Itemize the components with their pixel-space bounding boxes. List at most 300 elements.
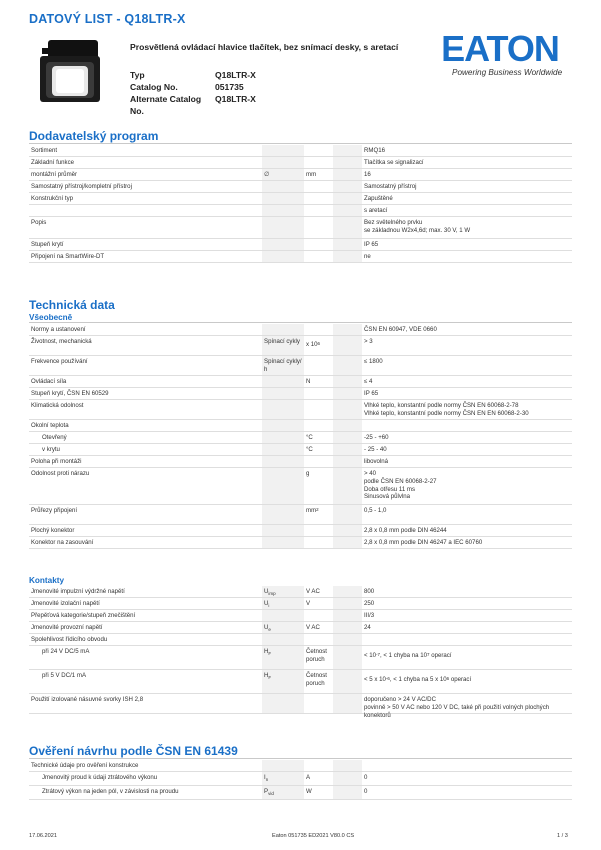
row-value	[362, 646, 572, 669]
table-row	[29, 239, 572, 251]
eaton-tagline: Powering Business Worldwide	[452, 68, 563, 77]
unit-text: °C	[306, 446, 313, 453]
value-line: Doba otřesu 11 ms	[364, 485, 416, 493]
symbol-subscript: vid	[268, 790, 274, 796]
row-label: Stupeň krytí, ČSN EN 60529	[31, 390, 109, 397]
symbol-text: U	[264, 588, 269, 595]
row-label: Jmenovité impulzní výdržné napětí	[31, 588, 125, 595]
row-spacer	[333, 610, 362, 621]
row-symbol	[262, 157, 304, 168]
row-label: Odolnost proti nárazu	[31, 470, 90, 477]
row-symbol	[262, 456, 304, 467]
row-unit	[304, 376, 333, 387]
row-spacer	[333, 634, 362, 645]
value-line: Sinusová půlvlna	[364, 493, 411, 501]
table-row	[29, 376, 572, 388]
table-row	[29, 622, 572, 634]
row-unit	[304, 145, 333, 156]
row-symbol	[262, 670, 304, 693]
value-exponent: 6	[446, 676, 450, 681]
row-unit	[304, 610, 333, 621]
table-row	[29, 610, 572, 622]
row-symbol	[262, 251, 304, 262]
row-symbol	[262, 400, 304, 419]
value-line: > 40	[364, 470, 377, 477]
row-label: v krytu	[42, 446, 60, 453]
row-label: Ovládací síla	[31, 378, 67, 385]
row-value	[362, 356, 572, 375]
row-symbol	[262, 622, 304, 633]
row-label: Průřezy připojení	[31, 507, 78, 514]
unit-text: W	[306, 788, 312, 795]
value-line: 2,8 x 0,8 mm podle DIN 46247 a IEC 60760	[364, 539, 483, 546]
row-symbol	[262, 468, 304, 504]
value-line: ČSN EN 60947, VDE 0660	[364, 326, 437, 333]
value-line: Zapuštěné	[364, 195, 393, 202]
row-spacer	[333, 786, 362, 799]
row-label: Sortiment	[31, 147, 58, 154]
unit-text: N	[306, 378, 311, 385]
row-value	[362, 634, 572, 645]
value-line: 2,8 x 0,8 mm podle DIN 46244	[364, 527, 447, 534]
verification-table	[29, 760, 572, 800]
row-spacer	[333, 505, 362, 524]
row-value	[362, 217, 572, 238]
row-value	[362, 468, 572, 504]
footer-document: Eaton 051735 ED2021 V80.0 CS	[272, 833, 355, 839]
row-unit	[304, 356, 333, 375]
catalog-label: Catalog No.	[130, 82, 178, 92]
row-label: Životnost, mechanická	[31, 338, 92, 345]
value-line: Tlačítka se signalizací	[364, 159, 424, 166]
row-symbol	[262, 586, 304, 597]
value-line: - 25 - 40	[364, 446, 387, 453]
row-spacer	[333, 217, 362, 238]
row-unit	[304, 157, 333, 168]
row-spacer	[333, 157, 362, 168]
unit-text: °C	[306, 434, 313, 441]
row-symbol	[262, 145, 304, 156]
table-row	[29, 525, 572, 537]
row-unit	[304, 622, 333, 633]
row-unit	[304, 217, 333, 238]
row-label: Jmenovitý proud k údaji ztrátového výkonu	[42, 774, 158, 781]
row-label: Připojení na SmartWire-DT	[31, 253, 105, 260]
row-label: Normy a ustanovení	[31, 326, 86, 333]
row-unit	[304, 646, 333, 669]
row-spacer	[333, 670, 362, 693]
row-spacer	[333, 646, 362, 669]
table-row	[29, 468, 572, 505]
row-value	[362, 786, 572, 799]
unit-superscript: 6	[317, 341, 321, 346]
row-value	[362, 251, 572, 262]
row-symbol	[262, 169, 304, 180]
row-unit	[304, 420, 333, 431]
row-spacer	[333, 205, 362, 216]
row-unit	[304, 772, 333, 785]
row-value	[362, 388, 572, 399]
row-value	[362, 169, 572, 180]
row-symbol	[262, 772, 304, 785]
value-line: s aretací	[364, 207, 388, 214]
row-unit	[304, 336, 333, 355]
row-symbol	[262, 598, 304, 609]
product-description: Prosvětlená ovládací hlavice tlačítek, bez snímací desky, s aretací	[130, 42, 399, 52]
row-value	[362, 324, 572, 335]
row-symbol	[262, 356, 304, 375]
row-spacer	[333, 525, 362, 536]
row-spacer	[333, 400, 362, 419]
symbol-text: Spínací cykly/	[264, 358, 302, 365]
row-unit	[304, 388, 333, 399]
row-spacer	[333, 388, 362, 399]
unit-text: x 10	[306, 341, 318, 348]
table-row	[29, 157, 572, 169]
row-label: Jmenovité izolační napětí	[31, 600, 100, 607]
row-value	[362, 181, 572, 192]
row-unit	[304, 239, 333, 250]
symbol-subscript: F	[268, 650, 272, 656]
row-unit	[304, 537, 333, 548]
unit-text: Četnost	[306, 672, 328, 679]
row-spacer	[333, 760, 362, 771]
value-line: doporučeno > 24 V AC/DC	[364, 696, 436, 703]
row-label: Otevřený	[42, 434, 67, 441]
row-label: montážní průměr	[31, 171, 78, 178]
table-row	[29, 772, 572, 786]
unit-text: Četnost	[306, 648, 328, 655]
symbol-text: H	[264, 648, 269, 655]
row-unit	[304, 205, 333, 216]
row-unit	[304, 456, 333, 467]
section-divider	[29, 322, 572, 323]
row-symbol	[262, 525, 304, 536]
value-line: III/3	[364, 612, 375, 619]
row-spacer	[333, 586, 362, 597]
alt-catalog-value: Q18LTR-X	[215, 94, 256, 104]
row-spacer	[333, 193, 362, 204]
table-row	[29, 786, 572, 800]
value-part: operací	[429, 652, 452, 659]
value-exponent: -6	[385, 676, 390, 681]
table-row	[29, 400, 572, 420]
row-unit	[304, 324, 333, 335]
row-spacer	[333, 356, 362, 375]
value-line: 0	[364, 788, 368, 795]
row-value	[362, 456, 572, 467]
unit-superscript: 2	[316, 507, 319, 512]
value-part: < 10	[364, 652, 377, 659]
row-symbol	[262, 610, 304, 621]
table-row	[29, 646, 572, 670]
row-value	[362, 336, 572, 355]
value-line: ne	[364, 253, 371, 260]
footer-page: 1 / 3	[557, 833, 568, 839]
row-value	[362, 525, 572, 536]
table-row	[29, 432, 572, 444]
symbol-subscript: F	[268, 674, 272, 680]
row-label: při 24 V DC/5 mA	[42, 648, 90, 655]
value-line: 0,5 - 1,0	[364, 507, 387, 514]
symbol-subscript: e	[268, 626, 271, 632]
table-row	[29, 388, 572, 400]
row-value	[362, 772, 572, 785]
symbol-text: Spínací cykly	[264, 338, 300, 345]
row-spacer	[333, 145, 362, 156]
row-spacer	[333, 444, 362, 455]
value-line: Bez světelného prvku	[364, 219, 423, 226]
table-row	[29, 217, 572, 239]
value-line: IP 65	[364, 390, 379, 397]
row-label: Poloha při montáži	[31, 458, 82, 465]
row-value	[362, 622, 572, 633]
row-spacer	[333, 432, 362, 443]
row-value	[362, 670, 572, 693]
row-spacer	[333, 376, 362, 387]
row-symbol	[262, 786, 304, 799]
row-spacer	[333, 622, 362, 633]
row-symbol	[262, 646, 304, 669]
value-line: Vlhké teplo, konstantní podle normy ČSN EN 60068-2-78	[364, 402, 519, 409]
row-spacer	[333, 336, 362, 355]
value-line: ≤ 1800	[364, 358, 383, 365]
row-label: Samostatný přístroj/kompletní přístroj	[31, 183, 132, 190]
row-label: při 5 V DC/1 mA	[42, 672, 87, 679]
table-row	[29, 444, 572, 456]
symbol-subscript: i	[268, 602, 270, 608]
row-spacer	[333, 694, 362, 713]
row-label: Klimatická odolnost	[31, 402, 84, 409]
value-line: libovolná	[364, 458, 389, 465]
row-value	[362, 586, 572, 597]
value-line	[364, 648, 570, 660]
table-row	[29, 586, 572, 598]
table-row	[29, 598, 572, 610]
row-unit	[304, 598, 333, 609]
row-spacer	[333, 598, 362, 609]
section-technical-title: Technická data	[29, 298, 115, 312]
row-value	[362, 145, 572, 156]
row-spacer	[333, 420, 362, 431]
section-divider	[29, 143, 572, 144]
row-label: Ztrátový výkon na jeden pól, v závislosti na proudu	[42, 788, 179, 795]
row-symbol	[262, 336, 304, 355]
unit-text: mm	[306, 171, 317, 178]
section-divider	[29, 758, 572, 759]
value-part: , < 1 chyba na 5 x 10	[389, 676, 447, 683]
row-label	[29, 205, 262, 216]
unit-text: V AC	[306, 624, 320, 631]
row-label: Popis	[31, 219, 47, 226]
table-row	[29, 251, 572, 263]
table-row	[29, 145, 572, 157]
table-row	[29, 505, 572, 525]
row-symbol	[262, 205, 304, 216]
row-label: Frekvence používání	[31, 358, 88, 365]
unit-text-line2: poruch	[306, 679, 325, 687]
row-value	[362, 760, 572, 771]
type-value: Q18LTR-X	[215, 70, 256, 80]
section-supplier-title: Dodavatelský program	[29, 129, 159, 143]
row-symbol	[262, 388, 304, 399]
value-line: 250	[364, 600, 375, 607]
row-value	[362, 420, 572, 431]
value-line: 24	[364, 624, 371, 631]
table-row	[29, 694, 572, 719]
value-line: Vlhké teplo, konstantní podle normy ČSN EN EN 60068-2-30	[364, 409, 529, 417]
row-label: Okolní teplota	[31, 422, 69, 429]
unit-text: A	[306, 774, 311, 781]
value-line: -25 - +60	[364, 434, 389, 441]
table-row	[29, 169, 572, 181]
row-symbol	[262, 634, 304, 645]
value-part: operací	[449, 676, 472, 683]
table-row	[29, 456, 572, 468]
value-line: ≤ 4	[364, 378, 373, 385]
supplier-table	[29, 145, 572, 263]
row-spacer	[333, 468, 362, 504]
row-spacer	[333, 456, 362, 467]
row-spacer	[333, 251, 362, 262]
subsection-contacts-title: Kontakty	[29, 576, 65, 585]
row-symbol	[262, 505, 304, 524]
row-unit	[304, 468, 333, 504]
row-symbol	[262, 420, 304, 431]
row-symbol	[262, 239, 304, 250]
row-unit	[304, 786, 333, 799]
row-symbol	[262, 324, 304, 335]
symbol-text: U	[264, 600, 269, 607]
value-line: povinně > 50 V AC nebo 120 V DC, také při použití volných plochých konektorů	[364, 703, 550, 719]
row-unit	[304, 525, 333, 536]
row-label: Konektor na zasouvání	[31, 539, 94, 546]
row-unit	[304, 432, 333, 443]
row-value	[362, 400, 572, 419]
table-row	[29, 420, 572, 432]
row-label: Základní funkce	[31, 159, 75, 166]
symbol-subscript: n	[265, 776, 269, 782]
value-line: 0	[364, 774, 368, 781]
product-identifiers	[130, 69, 256, 117]
unit-text: V AC	[306, 588, 320, 595]
row-unit	[304, 251, 333, 262]
value-part: , < 1 chyba na 10	[380, 652, 427, 659]
value-exponent: 7	[426, 652, 430, 657]
table-row	[29, 336, 572, 356]
row-value	[362, 610, 572, 621]
value-exponent: -7	[376, 652, 381, 657]
row-symbol	[262, 432, 304, 443]
row-label: Jmenovité provozní napětí	[31, 624, 103, 631]
value-line: IP 65	[364, 241, 379, 248]
table-row	[29, 760, 572, 772]
row-spacer	[333, 169, 362, 180]
product-image	[40, 38, 104, 102]
row-spacer	[333, 181, 362, 192]
table-row	[29, 670, 572, 694]
row-unit	[304, 634, 333, 645]
row-symbol	[262, 193, 304, 204]
row-spacer	[333, 537, 362, 548]
symbol-text: U	[264, 624, 269, 631]
row-value	[362, 505, 572, 524]
value-line: se základnou W2x4,6d; max. 30 V, 1 W	[364, 226, 471, 234]
table-row	[29, 324, 572, 336]
row-spacer	[333, 324, 362, 335]
type-label: Typ	[130, 70, 145, 80]
row-symbol	[262, 760, 304, 771]
unit-text: mm	[306, 507, 317, 514]
value-line: 16	[364, 171, 371, 178]
unit-text: V	[306, 600, 311, 607]
row-value	[362, 157, 572, 168]
row-label: Plochý konektor	[31, 527, 75, 534]
value-line: 800	[364, 588, 375, 595]
symbol-text: H	[264, 672, 269, 679]
row-unit	[304, 169, 333, 180]
row-value	[362, 193, 572, 204]
value-line: podle ČSN EN 60068-2-27	[364, 477, 437, 485]
row-label: Použití izolované násuvné svorky ISH 2,8	[31, 696, 144, 703]
table-row	[29, 181, 572, 193]
table-row	[29, 205, 572, 217]
table-row	[29, 193, 572, 205]
row-unit	[304, 400, 333, 419]
row-unit	[304, 444, 333, 455]
row-value	[362, 537, 572, 548]
row-value	[362, 239, 572, 250]
row-unit	[304, 193, 333, 204]
row-value	[362, 598, 572, 609]
row-symbol	[262, 376, 304, 387]
catalog-value: 051735	[215, 82, 244, 92]
alt-catalog-label: Alternate Catalog No.	[130, 94, 202, 116]
unit-text-line2: poruch	[306, 655, 325, 663]
row-value	[362, 694, 572, 719]
symbol-text: I	[264, 774, 266, 781]
footer-date: 17.06.2021	[29, 833, 57, 839]
symbol-subscript: imp	[268, 590, 276, 596]
row-unit	[304, 505, 333, 524]
row-symbol	[262, 444, 304, 455]
row-value	[362, 376, 572, 387]
symbol-text-line2: h	[264, 365, 268, 373]
section-verification-title: Ověření návrhu podle ČSN EN 61439	[29, 744, 238, 758]
unit-text: g	[306, 470, 310, 477]
row-label: Stupeň krytí	[31, 241, 64, 248]
symbol-text: P	[264, 788, 269, 795]
value-line: RMQ16	[364, 147, 385, 154]
row-unit	[304, 760, 333, 771]
value-line	[364, 672, 570, 684]
general-table	[29, 324, 572, 549]
value-line: Samostatný přístroj	[364, 183, 417, 190]
subsection-general-title: Všeobecně	[29, 313, 73, 322]
table-row	[29, 537, 572, 549]
row-value	[362, 205, 572, 216]
row-value	[362, 432, 572, 443]
table-row	[29, 356, 572, 376]
table-row	[29, 634, 572, 646]
row-unit	[304, 694, 333, 713]
value-part: < 5 x 10	[364, 676, 386, 683]
value-line: > 3	[364, 338, 373, 345]
logo-wordmark: EATON	[441, 31, 559, 69]
row-label: Technické údaje pro ověření konstrukce	[31, 762, 139, 769]
row-label: Přepěťová kategorie/stupeň znečištění	[31, 612, 136, 619]
symbol-text: ∅	[264, 171, 270, 178]
